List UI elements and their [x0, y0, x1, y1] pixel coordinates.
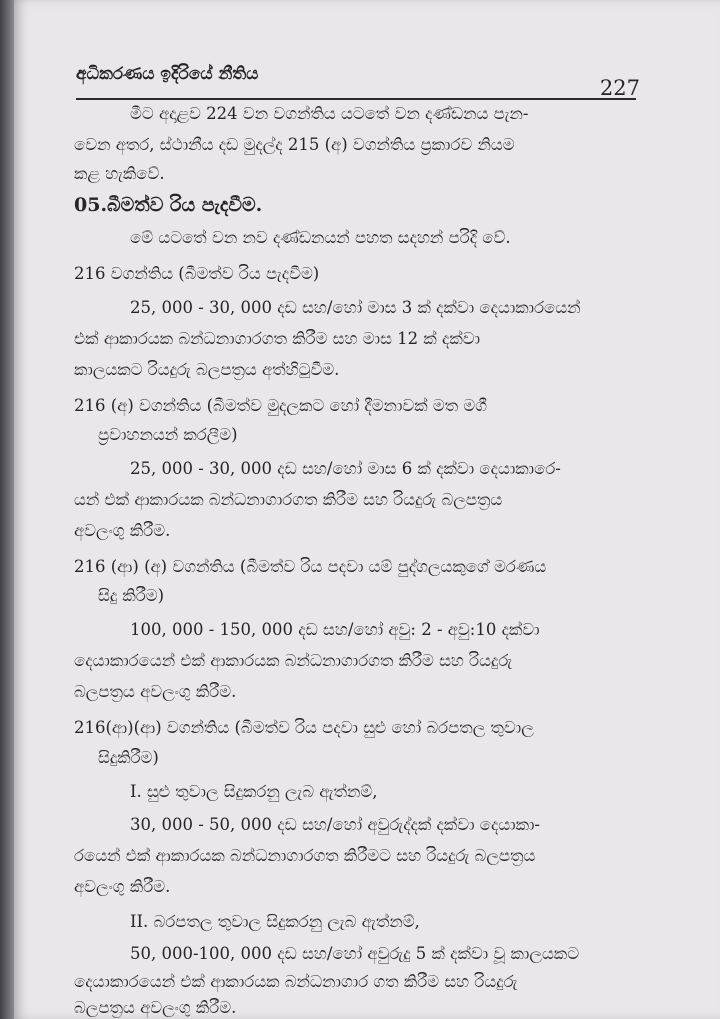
clause-body-line: 50, 000-100, 000 දඩ සහ/හෝ අවුරුදු 5 ක් දක්වා වූ කාලයකට	[130, 944, 580, 963]
clause-title: 216 වගන්තිය (බීමත්ව රිය පැදවීම)	[74, 264, 320, 283]
clause-title: සිදුකිරීම)	[98, 748, 159, 767]
clause-body-line: කාලයකට රියදුරු බලපත්‍රය අත්හිටුවීම.	[74, 360, 340, 379]
clause-body-line: යන් එක් ආකාරයක බන්ධනාගාරගත කිරීම සහ රියදුරු බලපත්‍රය	[74, 490, 503, 509]
section-intro: මේ යටතේ වන නව දණ්ඩනයන් පහත සදහන් පරිදි වේ.	[130, 228, 511, 247]
clause-body-line: එක් ආකාරයක බන්ධනාගාරගත කිරීම සහ මාස 12 ක් දක්වා	[74, 329, 481, 348]
intro-line: කළ හැකිවේ.	[74, 164, 165, 183]
intro-line: මීට අදාළව 224 වන වගන්තිය යටතේ වන දණ්ඩනය පැන-	[130, 104, 529, 123]
clause-body-line: 25, 000 - 30, 000 දඩ සහ/හෝ මාස 6 ක් දක්වා දෙයාකාරෙ-	[130, 459, 561, 478]
page-number: 227	[599, 76, 640, 100]
clause-body-line: අවලංගු කිරීම.	[74, 521, 171, 540]
sub-item-label: II. බරපතල තුවාල සිදුකරනු ලැබ ඇත්නම්,	[130, 912, 420, 931]
sub-item-label: I. සුළු තුවාල සිදුකරනු ලැබ ඇත්නම්,	[130, 782, 378, 801]
clause-title: ප්‍රවාහනයන් කරලීම)	[98, 425, 238, 444]
intro-line: වෙන අතර, ස්ථානීය දඩ මුදල්ද 215 (අ) වගන්තිය ප්‍රකාරව නියම	[74, 135, 515, 154]
clause-title: 216(ආ)(ආ) වගන්තිය (බීමත්ව රිය පදවා සුළු හෝ බරපතල තුවාල	[74, 718, 534, 737]
clause-title: 216 (ආ) (අ) වගන්තිය (බීමත්ව රිය පදවා යම් පුද්ගලයකුගේ මරණය	[74, 557, 547, 576]
clause-body-line: බලපත්‍රය අවලංගු කිරීම.	[74, 998, 237, 1017]
book-spine-shadow	[0, 0, 14, 1019]
running-title: අධිකරණය ඉදිරියේ නීතිය	[76, 64, 259, 84]
clause-body-line: 30, 000 - 50, 000 දඩ සහ/හෝ අවුරුද්දක් දක්වා දෙයාකා-	[130, 815, 541, 834]
clause-body-line: අවලංගු කිරීම.	[74, 877, 171, 896]
clause-title: සිදු කිරීම)	[98, 586, 165, 605]
section-heading: 05.බීමත්ව රිය පැදවීම.	[74, 194, 263, 216]
clause-body-line: දෙයාකාරයෙන් එක් ආකාරයක බන්ධනාගාරගත කිරීම සහ රියදුරු	[74, 651, 513, 670]
clause-body-line: 25, 000 - 30, 000 දඩ සහ/හෝ මාස 3 ක් දක්වා දෙයාකාරයෙන්	[130, 298, 581, 317]
clause-body-line: රයෙන් එක් ආකාරයක බන්ධනාගාරගත කිරීමට සහ රියදුරු බලපත්‍රය	[74, 846, 536, 865]
page-header	[76, 58, 640, 100]
clause-body-line: 100, 000 - 150, 000 දඩ සහ/හෝ අවු: 2 - අවු:10 දක්වා	[130, 620, 540, 639]
book-page	[14, 0, 720, 1019]
clause-body-line: දෙයාකාරයෙන් එක් ආකාරයක බන්ධනාගාර ගත කිරීම සහ රියදුරු	[74, 972, 518, 991]
clause-body-line: බලපත්‍රය අවලංගු කිරීම.	[74, 682, 237, 701]
clause-title: 216 (අ) වගන්තිය (බීමත්ව මුදලකට හෝ දීමනාවක් මත මගී	[74, 396, 488, 415]
